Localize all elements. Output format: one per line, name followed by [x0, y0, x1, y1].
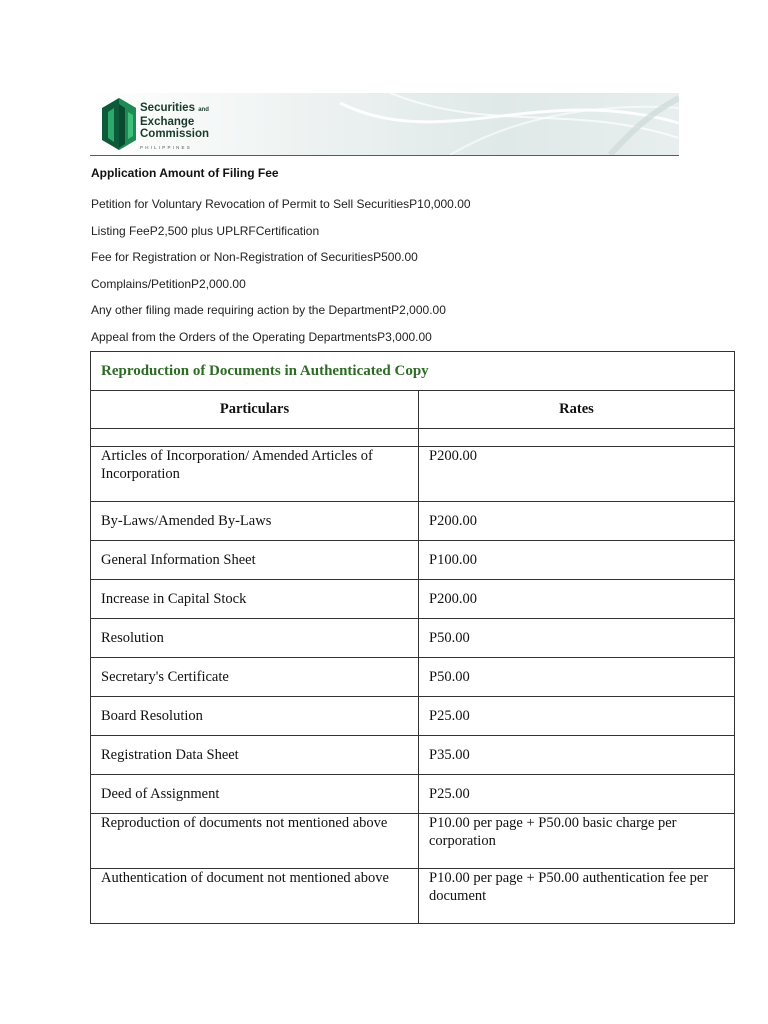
table-row [91, 658, 735, 697]
table-caption-row [91, 352, 735, 391]
spacer-cell [419, 429, 735, 447]
table-row [91, 619, 735, 658]
table-row [91, 447, 735, 502]
sec-logo-text [140, 102, 209, 152]
filing-fee-item: Petition for Voluntary Revocation of Permit to Sell SecuritiesP10,000.00 [91, 197, 471, 211]
table-row [91, 814, 735, 869]
sec-logo-icon [102, 98, 136, 150]
spacer-cell [91, 429, 419, 447]
logo-line-exchange: Exchange [140, 116, 195, 128]
particular-cell: Registration Data Sheet [91, 736, 419, 775]
header-rates: Rates [419, 391, 735, 429]
particular-cell: By-Laws/Amended By-Laws [91, 502, 419, 541]
filing-fee-item: Fee for Registration or Non-Registration of SecuritiesP500.00 [91, 250, 418, 264]
rate-cell: P50.00 [419, 619, 735, 658]
table-row [91, 580, 735, 619]
filing-fee-title: Application Amount of Filing Fee [91, 166, 279, 180]
table-header-row [91, 391, 735, 429]
rate-cell: P35.00 [419, 736, 735, 775]
rate-cell: P25.00 [419, 775, 735, 814]
table-row [91, 736, 735, 775]
particular-cell: Secretary's Certificate [91, 658, 419, 697]
particular-cell: Articles of Incorporation/ Amended Articles of Incorporation [91, 447, 419, 502]
logo-line-commission: Commission [140, 128, 210, 140]
particular-cell: Authentication of document not mentioned above [91, 869, 419, 924]
rate-cell: P10.00 per page + P50.00 basic charge per corporation [419, 814, 735, 869]
filing-fee-section [91, 164, 691, 350]
filing-fee-item: Any other filing made requiring action by the DepartmentP2,000.00 [91, 303, 446, 317]
logo-country: PHILIPPINES [140, 145, 192, 150]
table-spacer-row [91, 429, 735, 447]
filing-fee-item: Appeal from the Orders of the Operating DepartmentsP3,000.00 [91, 329, 432, 344]
table-row [91, 775, 735, 814]
logo-and: and [198, 107, 209, 113]
rate-cell: P50.00 [419, 658, 735, 697]
particular-cell: Resolution [91, 619, 419, 658]
rate-cell: P200.00 [419, 447, 735, 502]
table-row [91, 869, 735, 924]
table-row [91, 697, 735, 736]
rate-cell: P200.00 [419, 502, 735, 541]
filing-fee-item: Complains/PetitionP2,000.00 [91, 276, 246, 291]
particular-cell: Deed of Assignment [91, 775, 419, 814]
table-row [91, 502, 735, 541]
rate-cell: P200.00 [419, 580, 735, 619]
rate-cell: P10.00 per page + P50.00 authentication fee per document [419, 869, 735, 924]
particular-cell: Board Resolution [91, 697, 419, 736]
table-caption: Reproduction of Documents in Authenticated Copy [91, 352, 735, 391]
logo-line-securities: Securities [140, 102, 195, 114]
reproduction-rates-table [90, 351, 735, 924]
table-row [91, 541, 735, 580]
filing-fee-item: Listing FeeP2,500 plus UPLRFCertification [91, 223, 320, 238]
particular-cell: Increase in Capital Stock [91, 580, 419, 619]
header-particulars: Particulars [91, 391, 419, 429]
particular-cell: Reproduction of documents not mentioned above [91, 814, 419, 869]
rate-cell: P100.00 [419, 541, 735, 580]
rate-cell: P25.00 [419, 697, 735, 736]
particular-cell: General Information Sheet [91, 541, 419, 580]
filing-fee-list [91, 191, 691, 350]
sec-banner [90, 93, 679, 156]
